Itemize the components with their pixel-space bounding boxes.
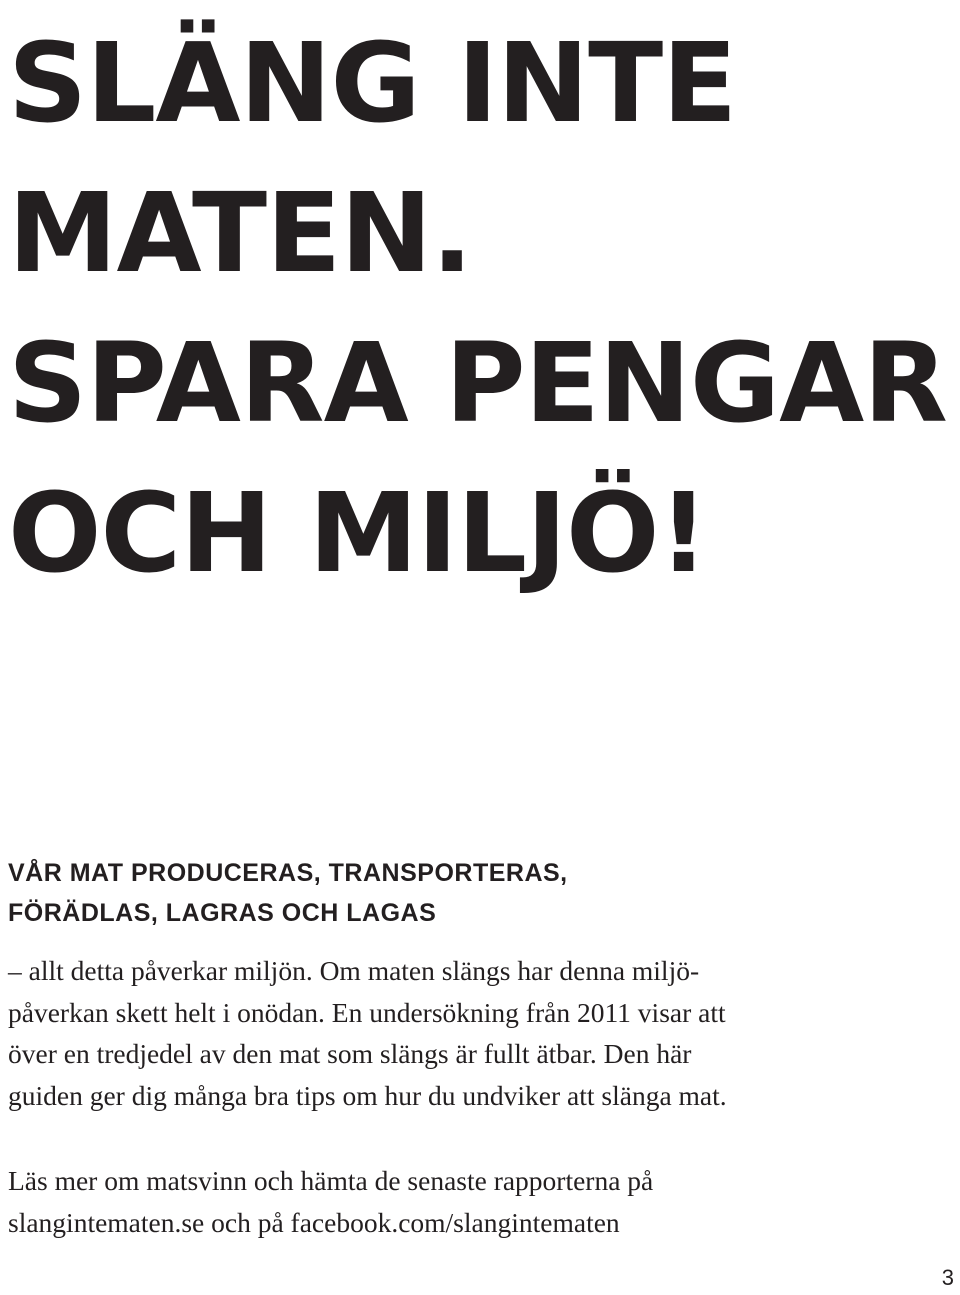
headline-line: OCH MILJÖ! — [8, 469, 708, 597]
lead-heading — [8, 853, 568, 933]
headline-line: MATEN. — [8, 169, 473, 297]
headline-line: SPARA PENGAR — [8, 319, 947, 447]
body-line: påverkan skett helt i onödan. En undersökning från 2011 visar att — [8, 996, 726, 1028]
info-line: Läs mer om matsvinn och hämta de senaste rapporterna på — [8, 1165, 654, 1196]
body-line: guiden ger dig många bra tips om hur du undviker att slänga mat. — [8, 1079, 727, 1111]
body-line: – allt detta påverkar miljön. Om maten slängs har denna miljö- — [8, 955, 700, 986]
lead-line: FÖRÄDLAS, LAGRAS OCH LAGAS — [8, 899, 437, 927]
info-paragraph — [8, 1160, 908, 1244]
page-headline — [8, 8, 947, 608]
lead-line: VÅR MAT PRODUCERAS, TRANSPORTERAS, — [8, 859, 568, 887]
page-number: 3 — [941, 1265, 954, 1290]
body-line: över en tredjedel av den mat som slängs är fullt ätbar. Den här — [8, 1038, 692, 1069]
body-paragraph — [8, 950, 908, 1116]
headline-line: SLÄNG INTE — [8, 19, 737, 147]
info-line: slangintematen.se och på facebook.com/slangintematen — [8, 1207, 620, 1238]
